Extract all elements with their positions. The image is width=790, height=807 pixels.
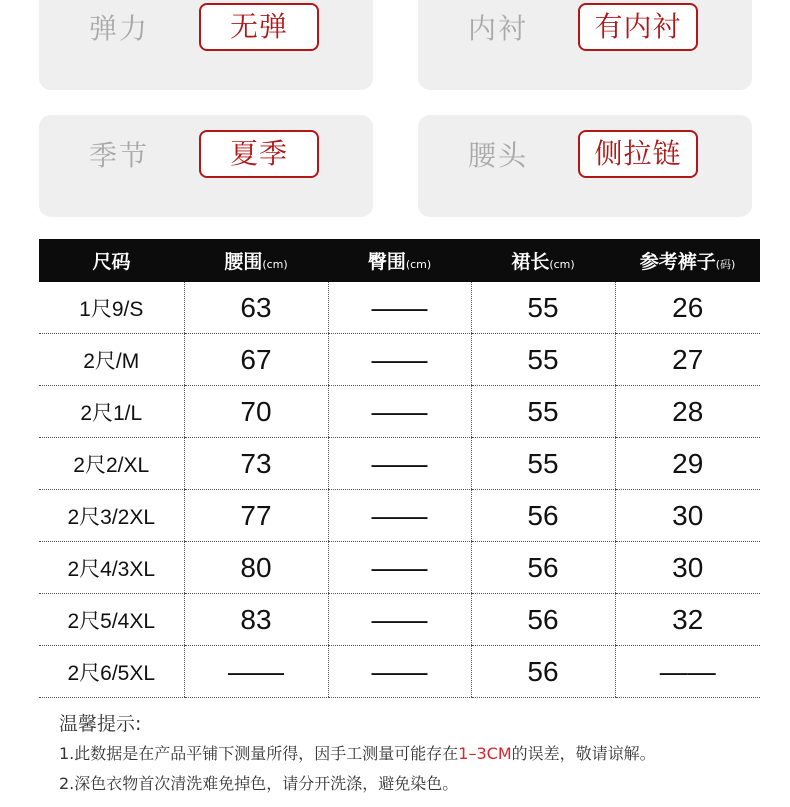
hip-cell: —— bbox=[328, 646, 471, 698]
column-header-reference-pants: 参考裤子(码) bbox=[615, 239, 760, 282]
care-tips bbox=[59, 709, 779, 799]
column-header-skirt-length: 裙长(cm) bbox=[471, 239, 615, 282]
attribute-label: 内衬 bbox=[467, 12, 528, 45]
table-row bbox=[39, 490, 760, 542]
skirt-length-cell: 55 bbox=[471, 438, 615, 490]
attribute-card-lining bbox=[418, 0, 752, 90]
size-chart-header bbox=[39, 239, 760, 282]
reference-pants-cell: 30 bbox=[615, 542, 760, 594]
table-row bbox=[39, 334, 760, 386]
attribute-card-season bbox=[39, 115, 373, 217]
table-row bbox=[39, 282, 760, 334]
tip-measurement bbox=[59, 739, 779, 769]
attribute-label: 季节 bbox=[88, 139, 149, 172]
attribute-card-waistband bbox=[418, 115, 752, 217]
hip-cell: —— bbox=[328, 438, 471, 490]
tip-washing: 2.深色衣物首次清洗难免掉色，请分开洗涤，避免染色。 bbox=[59, 774, 459, 793]
reference-pants-cell: 29 bbox=[615, 438, 760, 490]
attribute-value-badge: 侧拉链 bbox=[578, 130, 698, 178]
reference-pants-cell: 26 bbox=[615, 282, 760, 334]
skirt-length-cell: 56 bbox=[471, 646, 615, 698]
size-cell: 2尺4/3XL bbox=[39, 542, 184, 594]
waist-cell: 70 bbox=[184, 386, 328, 438]
skirt-length-cell: 56 bbox=[471, 594, 615, 646]
tip-text: 1.此数据是在产品平铺下测量所得，因手工测量可能存在 bbox=[59, 744, 459, 763]
size-cell: 2尺6/5XL bbox=[39, 646, 184, 698]
table-row bbox=[39, 646, 760, 698]
tolerance-highlight: 1–3CM bbox=[458, 744, 512, 763]
size-cell: 2尺1/L bbox=[39, 386, 184, 438]
reference-pants-cell: 32 bbox=[615, 594, 760, 646]
waist-cell: 80 bbox=[184, 542, 328, 594]
table-row bbox=[39, 594, 760, 646]
reference-pants-cell: 27 bbox=[615, 334, 760, 386]
reference-pants-cell: 28 bbox=[615, 386, 760, 438]
table-row bbox=[39, 438, 760, 490]
tip-text: 的误差，敬请谅解。 bbox=[511, 744, 656, 763]
column-header-size: 尺码 bbox=[39, 239, 184, 282]
attribute-value-badge: 无弹 bbox=[199, 3, 319, 51]
size-chart-table bbox=[39, 239, 760, 698]
waist-cell: 83 bbox=[184, 594, 328, 646]
size-cell: 2尺2/XL bbox=[39, 438, 184, 490]
hip-cell: —— bbox=[328, 594, 471, 646]
reference-pants-cell: —— bbox=[615, 646, 760, 698]
hip-cell: —— bbox=[328, 490, 471, 542]
hip-cell: —— bbox=[328, 334, 471, 386]
size-cell: 2尺5/4XL bbox=[39, 594, 184, 646]
attribute-card-elasticity bbox=[39, 0, 373, 90]
column-header-waist: 腰围(cm) bbox=[184, 239, 328, 282]
skirt-length-cell: 55 bbox=[471, 282, 615, 334]
skirt-length-cell: 56 bbox=[471, 542, 615, 594]
skirt-length-cell: 55 bbox=[471, 334, 615, 386]
size-cell: 1尺9/S bbox=[39, 282, 184, 334]
hip-cell: —— bbox=[328, 282, 471, 334]
skirt-length-cell: 56 bbox=[471, 490, 615, 542]
tips-title: 温馨提示: bbox=[59, 713, 142, 735]
waist-cell: 73 bbox=[184, 438, 328, 490]
table-row bbox=[39, 542, 760, 594]
attribute-value-badge: 夏季 bbox=[199, 130, 319, 178]
size-cell: 2尺3/2XL bbox=[39, 490, 184, 542]
table-row bbox=[39, 386, 760, 438]
hip-cell: —— bbox=[328, 386, 471, 438]
waist-cell: 77 bbox=[184, 490, 328, 542]
attribute-label: 腰头 bbox=[467, 139, 528, 172]
waist-cell: 67 bbox=[184, 334, 328, 386]
attribute-value-badge: 有内衬 bbox=[578, 3, 698, 51]
reference-pants-cell: 30 bbox=[615, 490, 760, 542]
hip-cell: —— bbox=[328, 542, 471, 594]
attribute-label: 弹力 bbox=[88, 12, 149, 45]
waist-cell: —— bbox=[184, 646, 328, 698]
waist-cell: 63 bbox=[184, 282, 328, 334]
size-cell: 2尺/M bbox=[39, 334, 184, 386]
column-header-hip: 臀围(cm) bbox=[328, 239, 471, 282]
skirt-length-cell: 55 bbox=[471, 386, 615, 438]
